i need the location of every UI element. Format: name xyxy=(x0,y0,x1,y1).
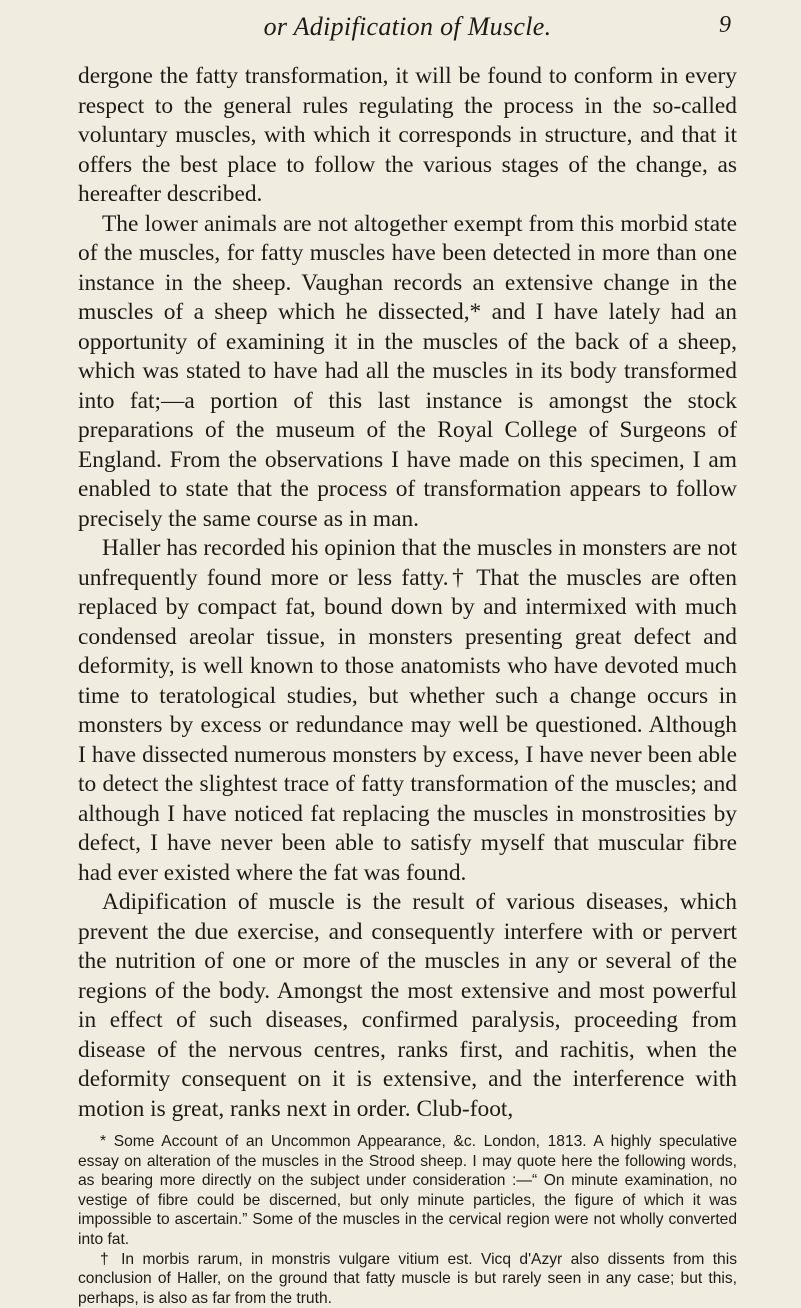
page-number: 9 xyxy=(719,12,731,38)
body-text xyxy=(78,62,737,1124)
paragraph-continuation: dergone the fatty transformation, it will be found to conform in every respect to the general rules regulating the process in the so-called voluntary muscles, with which it corresponds in structure, and that it offers the best place to follow the various stages of the change, as hereafter described. xyxy=(78,63,737,207)
running-head xyxy=(78,0,737,62)
running-head-title: or Adipification of Muscle. xyxy=(263,12,552,41)
footnote-asterisk: * Some Account of an Uncommon Appearance, &c. London, 1813. A highly speculative essay on alteration of the muscles in the Strood sheep. I may quote here the following words, as bearing more directly on the subject under consideration :—“ On minute examination, no vestige of fibre could be discerned, but only minute particles, the figure of which it was impossible to ascertain.” Some of the muscles in the cervical region were not wholly converted into fat. xyxy=(78,1133,737,1248)
paragraph-lower-animals: The lower animals are not altogether exempt from this morbid state of the muscles, for fatty muscles have been detected in more than one instance in the sheep. Vaughan records an extensive change in the muscles of a sheep which he dissected,* and I have lately had an opportunity of examining it in the muscles of the back of a sheep, which was stated to have had all the muscles in its body transformed into fat;—a portion of this last instance is amongst the stock preparations of the museum of the Royal College of Surgeons of England. From the observations I have made on this specimen, I am enabled to state that the process of transformation appears to follow precisely the same course as in man. xyxy=(78,210,737,532)
footnotes xyxy=(78,1132,737,1308)
paragraph-adipification-causes: Adipification of muscle is the result of various diseases, which prevent the due exercise, and consequently interfere with or pervert the nutrition of one or more of the muscles in any or several of the regions of the body. Amongst the most extensive and most powerful in effect of such diseases, confirmed paralysis, proceeding from disease of the nervous centres, ranks first, and rachitis, when the deformity consequent on it is extensive, and the interference with motion is great, ranks next in order. Club-foot, xyxy=(78,889,737,1122)
footnote-dagger: † In morbis rarum, in monstris vulgare vitium est. Vicq d'Azyr also dissents from this conclusion of Haller, on the ground that fatty muscle is but rarely seen in any case; but this, perhaps, is also as far from the truth. xyxy=(78,1250,737,1307)
paragraph-haller-monsters: Haller has recorded his opinion that the muscles in monsters are not unfrequently found more or less fatty.† That the muscles are often replaced by compact fat, bound down by and intermixed with much condensed areolar tissue, in monsters presenting great defect and deformity, is well known to those anatomists who have devoted much time to teratological studies, but whether such a change occurs in monsters by excess or redundance may well be questioned. Although I have dissected numerous monsters by excess, I have never been able to detect the slightest trace of fatty transformation of the muscles; and although I have noticed fat replacing the muscles in monstrosities by defect, I have never been able to satisfy myself that muscular fibre had ever existed where the fat was found. xyxy=(78,535,737,886)
